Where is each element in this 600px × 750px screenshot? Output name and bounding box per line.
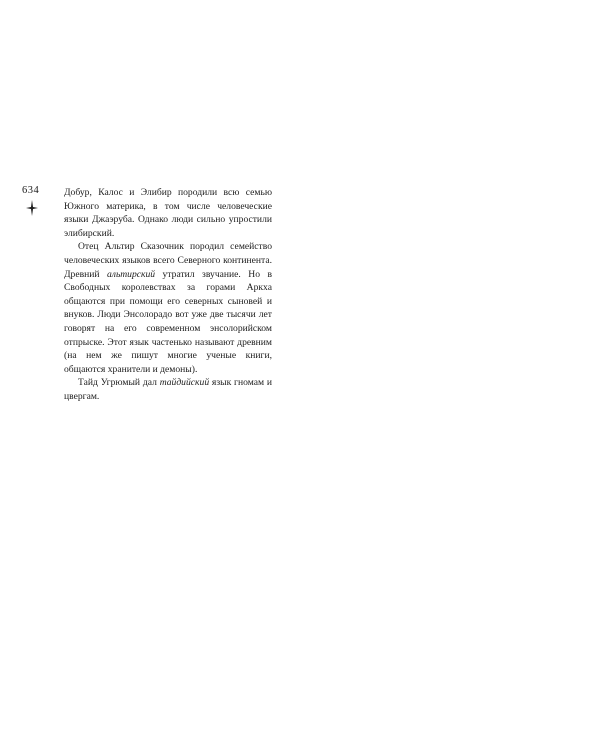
page-number-left: 634 [22,185,40,196]
paragraph-text: утратил звучание. Но в Свободных королевствах за горами Аркха общаются при помощи его северных сыновей и внуков. Люди Энсолорадо вот уже две тысячи лет говорят на его современном энсолорийском отпрыске. Этот язык частенько называют древним (на нем же пишут многие ученые книги, общаются хранители и демоны). [64,268,272,375]
paragraph-text: Отец Альтир Сказочник породил семейство человеческих языков всего Северного континента. Древний [64,241,272,280]
body-text [64,186,272,404]
paragraph [64,186,272,240]
right-page [300,0,600,750]
paragraph-text: язык гномам и цвергам. [64,377,272,402]
four-point-star-icon [26,200,38,216]
paragraph-text: Добур, Калос и Элибир породили всю семью Южного материка, в том числе человеческие языки Джаэруба. Однако люди сильно упростили элибирский. [64,187,272,239]
italic-term: тайдийский [159,377,210,389]
paragraph-text: Тайд Угрюмый дал [78,377,160,389]
paragraph [64,376,272,403]
paragraph [64,240,272,376]
italic-term: альтирский [107,268,156,280]
